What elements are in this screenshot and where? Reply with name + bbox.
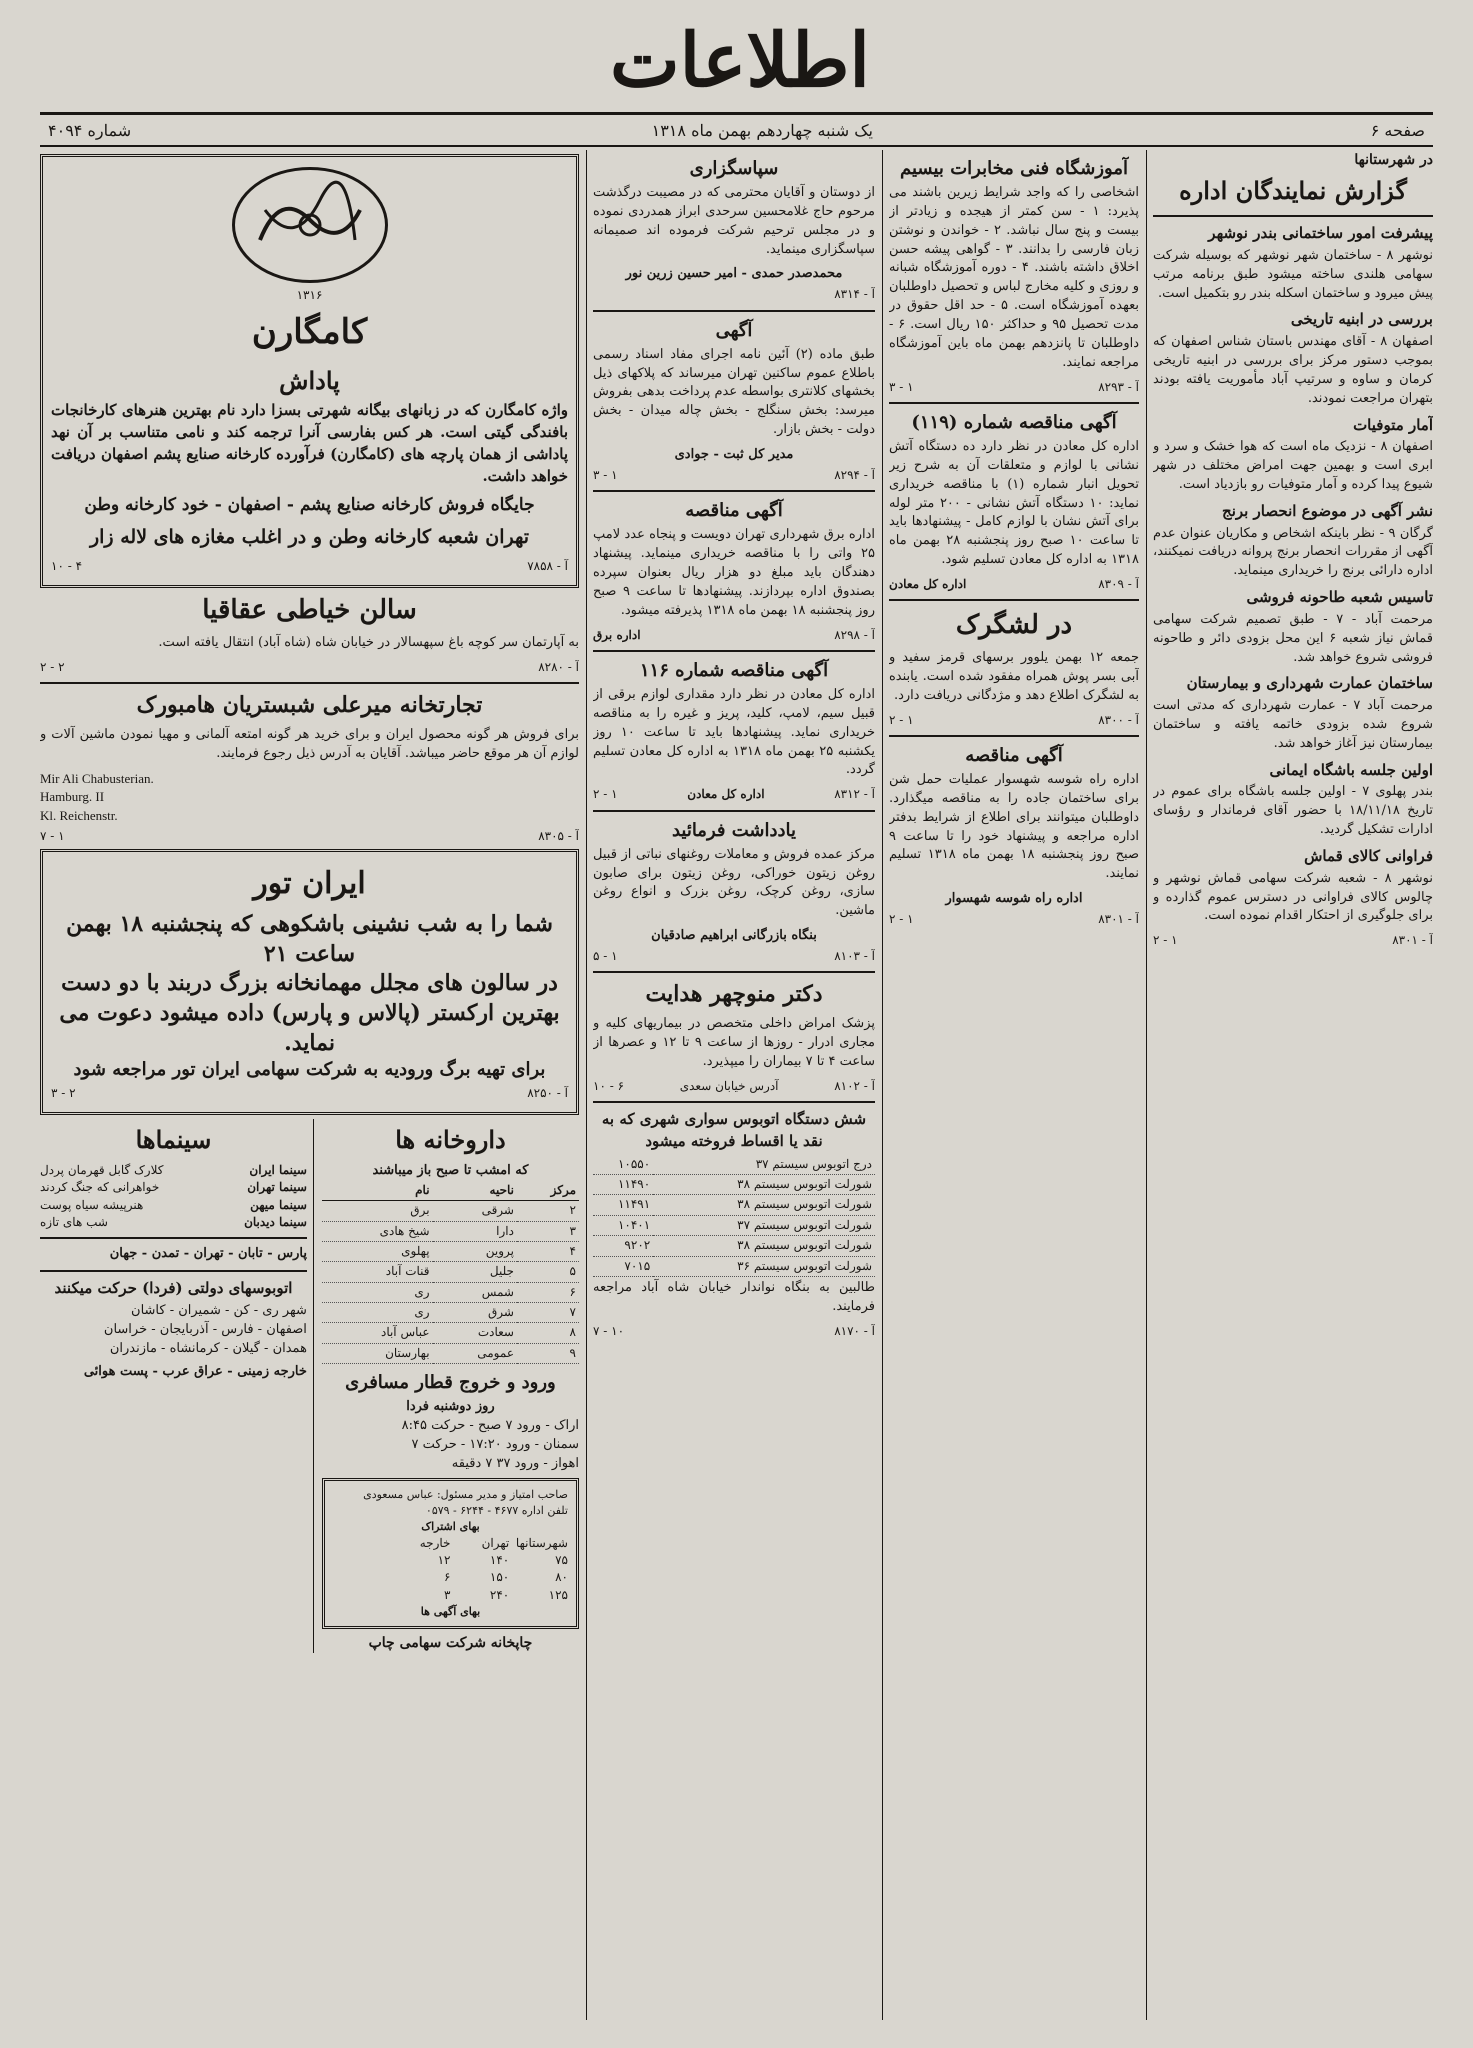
ad-code: آ - ۸۲۹۸ <box>834 627 875 642</box>
ad-title: آگهی مناقصه <box>965 744 1063 766</box>
ad-code: آ - ۸۳۰۱ <box>1392 933 1433 948</box>
ad-text: اداره کل معادن در نظر دارد ده دستگاه آتش نشانی با لوازم و متعلقات آن به شرح زیر تحویل انبار شماره (۱) با مناقصه خریداری نماید: ۱۰ دستگاه آتش نشانی - ۲۰۰ متر لوله برای آتش نشان با لوازم کامل - پیشنهادها باید تا ساعت ۱۰ صبح روز پنجشنبه ۲۸ بهمن ماه ۱۳۱۸ به اداره کل معادن تسلیم شود. <box>889 439 1139 568</box>
bus-line: شهر ری - کن - شمیران - کاشان <box>131 1303 307 1319</box>
ad-code: آ - ۸۳۱۲ <box>834 787 875 802</box>
cinema-row: سینما دیدبان شب های تازه <box>40 1215 307 1230</box>
ad-text: اداره راه شوسه شهسوار عملیات حمل شن برای ساختمان جاده را به مناقصه میگذارد. داوطلبان میتوانند برای اطلاع از شرایط بدفتر اداره مراجعه و پیشنهاد خود را تا ساعت ۹ صبح روز پنجشنبه ۱۸ بهمن ماه ۱۳۱۸ تسلیم نمایند. <box>889 772 1139 882</box>
ad-subtitle: پاداش <box>279 365 340 395</box>
pharmacies-title: داروخانه ها <box>395 1125 506 1155</box>
ad-code: آ - ۸۳۰۰ <box>1098 712 1139 727</box>
ad-title: آگهی <box>715 319 753 341</box>
radio-list: پارس - تابان - تهران - تمدن - جهان <box>109 1246 307 1262</box>
section-label: در شهرستانها <box>1354 152 1433 168</box>
ad-office: اداره کل معادن <box>687 787 765 802</box>
masthead: اطلاعات <box>610 18 870 104</box>
trains-title: ورود و خروج قطار مسافری <box>345 1372 556 1394</box>
train-row: سمنان - ورود ۱۷:۲۰ - حرکت ۷ <box>411 1437 579 1453</box>
news-text: نوشهر ۸ - شعبه شرکت سهامی قماش نوشهر و چالوس کالای فراوانی در دسترس عموم گذارده و برای جلوگیری از احتکار اقدام نموده است. <box>1153 870 1433 924</box>
train-row: اهواز - ورود ۳۷ ۷ دقیقه <box>451 1455 579 1471</box>
imprint-phone: تلفن اداره ۴۶۷۷ - ۶۲۴۴ - ۰۵۷۹ <box>425 1503 568 1517</box>
ad-title: تجارتخانه میرعلی شبستریان هامبورک <box>136 691 483 718</box>
subscription-title: بهای اشتراک <box>421 1519 480 1533</box>
table-row: درج اتوبوس سیستم ۳۷ ۱۰۵۵۰ <box>593 1155 875 1175</box>
news-text: اصفهان ۸ - آقای مهندس باستان شناس اصفهان که بموجب دستور مرکز برای بررسی در ابنیه تاریخی کرمان و ساوه و سرتیپ آباد مأموریت یافته بودند بتهران مراجعت نمودند. <box>1153 334 1433 406</box>
ad-title: در لشگرک <box>955 610 1073 641</box>
news-head: پیشرفت امور ساختمانی بندر نوشهر <box>1208 224 1433 243</box>
column-2 <box>889 150 1139 2020</box>
ad-code: آ - ۸۲۵۰ <box>527 1085 568 1100</box>
subscription-table: شهرستانها تهران خارجه ۷۵ ۱۴۰ ۱۲ ۸۰ ۱۵۰ ۶ ۱۲۵ ۲۴۰ ۳ <box>419 1535 568 1602</box>
address-latin: Kl. Reichenstr. <box>40 808 118 824</box>
ad-title: سالن خیاطی عقاقیا <box>202 595 417 626</box>
ad-code: آ - ۸۲۹۴ <box>834 467 875 482</box>
ad-text: واژه کامگارن که در زبانهای بیگانه شهرتی بسزا دارد نام بهترین هنرهای کارخانجات بافندگی گیتی است. هر کس بفارسی آنرا ترجمه کند و نامی متناسب بر آن نهد پاداشی از همان پارچه های (کامگارن) فرآورده کارخانه صنایع پشم اصفهان دریافت خواهد داشت. <box>51 401 568 485</box>
ad-sign: اداره راه شوسه شهسوار <box>945 891 1083 907</box>
ad-title: آگهی مناقصه شماره ۱۱۶ <box>639 659 829 681</box>
column-4 <box>40 150 579 2020</box>
ad-title: سپاسگزاری <box>689 158 779 179</box>
ad-count: ۱ - ۷ <box>40 829 65 844</box>
cinemas-title: سینماها <box>135 1125 212 1155</box>
ad-shop-2: تهران شعبه کارخانه وطن و در اغلب مغازه های لاله زار <box>89 526 530 549</box>
ad-title: شش دستگاه اتوبوس سواری شهری که به نقد یا اقساط فروخته میشود <box>601 1110 867 1150</box>
pharmacies-box <box>322 1119 579 1653</box>
ad-code: آ - ۸۳۱۴ <box>834 287 875 302</box>
ad-office: اداره کل معادن <box>889 576 967 591</box>
ad-text: به آپارتمان سر کوچه باغ سپهسالار در خیابان شاه (شاه آباد) انتقال یافته است. <box>158 634 579 650</box>
table-row: ۲ شرقی برق <box>322 1201 579 1221</box>
buses-title: اتوبوسهای دولتی (فردا) حرکت میکنند <box>54 1279 293 1298</box>
table-row: ۴ پروین پهلوی <box>322 1241 579 1261</box>
ad-text: اداره کل معادن در نظر دارد مقداری لوازم برقی از قبیل سیم، لامپ، کلید، پریز و غیره را به مناقصه خریداری نماید. پیشنهادها باید تا ساعت ۱۰ روز یکشنبه ۲۵ بهمن ماه ۱۳۱۸ به اداره کل معادن تسلیم گردد. <box>593 687 875 778</box>
post-note: خارجه زمینی - عراق عرب - پست هوائی <box>83 1363 307 1379</box>
ad-title: کامگارن <box>251 312 368 353</box>
pharmacy-table: مرکز ناحیه نام ۲ شرقی برق ۳ دارا شیخ هادی ۴ پروین پهلوی ۵ جلیل قنات آباد ۶ شمس ری ۷ شرق ری ۸ سعادت عباس آباد ۹ عمومی بهارستان <box>322 1181 579 1365</box>
ad-count: ۲ - ۲ <box>40 659 65 674</box>
printer: چاپخانه شرکت سهامی چاپ <box>368 1635 533 1652</box>
ad-count: ۱۰ - ۷ <box>593 1323 625 1338</box>
ad-shop: جایگاه فروش کارخانه صنایع پشم - اصفهان - خود کارخانه وطن <box>84 495 535 516</box>
news-head: بررسی در ابنیه تاریخی <box>1290 310 1433 329</box>
table-row: شورلت اتوبوس سیستم ۳۸ ۱۱۴۹۰ <box>593 1175 875 1195</box>
ad-title: آگهی مناقصه شماره (۱۱۹) <box>911 411 1117 433</box>
ad-code: آ - ۸۳۰۹ <box>1098 576 1139 591</box>
cinema-row: سینما ایران کلارک گابل قهرمان پردل <box>40 1162 307 1177</box>
seal-year: ۱۳۱۶ <box>296 288 323 302</box>
table-row: ۶ شمس ری <box>322 1282 579 1302</box>
ad-count: ۱ - ۲ <box>1153 933 1178 948</box>
table-row: شورلت اتوبوس سیستم ۳۸ ۱۱۴۹۱ <box>593 1195 875 1215</box>
ad-text: پزشک امراض داخلی متخصص در بیماریهای کلیه و مجاری ادرار - روزها از ساعت ۹ تا ۱۲ و عصرها از ساعت ۴ تا ۷ بیماران را میپذیرد. <box>593 1016 875 1069</box>
ad-line: شما را به شب نشینی باشکوهی که پنجشنبه ۱۸ بهمن ساعت ۲۱ <box>66 910 553 967</box>
ad-address: آدرس خیابان سعدی <box>679 1078 779 1093</box>
news-head: تاسیس شعبه طاحونه فروشی <box>1246 588 1433 607</box>
pharmacies-subtitle: که امشب تا صبح باز میباشند <box>372 1162 529 1178</box>
ad-count: ۱ - ۳ <box>593 467 618 482</box>
news-head: نشر آگهی در موضوع انحصار برنج <box>1222 501 1433 520</box>
cinemas-box <box>40 1119 314 1653</box>
table-row: ۵ جلیل قنات آباد <box>322 1262 579 1282</box>
bus-table <box>593 1155 875 1277</box>
address-latin: Mir Ali Chabusterian. <box>40 770 154 786</box>
table-row: ۷ شرق ری <box>322 1303 579 1323</box>
kamgaran-ad <box>40 154 579 588</box>
news-text: بندر پهلوی ۷ - اولین جلسه باشگاه برای عموم در تاریخ ۱۸/۱۱/۱۸ با حضور آقای فرماندار و رؤسای ادارات تشکیل گردید. <box>1153 784 1433 838</box>
table-row: ۹ عمومی بهارستان <box>322 1343 579 1363</box>
table-row: شورلت اتوبوس سیستم ۳۸ ۹۲۰۲ <box>593 1236 875 1256</box>
ad-count: ۱ - ۲ <box>889 712 914 727</box>
ad-text: مرکز عمده فروش و معاملات روغنهای نباتی از قبیل روغن زیتون خوراکی، روغن زیتون برای صابون سازی، روغن کرچک، روغن بزرک و انواع روغن ماشین. <box>593 846 875 919</box>
table-row: شورلت اتوبوس سیستم ۳۶ ۷۰۱۵ <box>593 1256 875 1276</box>
ad-count: ۱ - ۳ <box>889 379 914 394</box>
ad-count: ۱ - ۲ <box>593 787 618 802</box>
ad-text: طبق ماده (۲) آئین نامه اجرای مفاد اسناد رسمی باطلاع عموم ساکنین تهران میرساند که پلاکهای ذیل بخشهای کلانتری بواسطه عدم پرداخت بدهی بفروش میرسد: بخش سنگلج - بخش چاله میدان - بخش دولت - بخش بازار. <box>593 346 875 438</box>
ad-code: آ - ۷۸۵۸ <box>527 558 568 573</box>
ad-text: جمعه ۱۲ بهمن یلوور برسهای قرمز سفید و آبی بسر پوش همراه مفقود شده است. یابنده به لشگرک اطلاع دهد و مژدگانی دریافت دارد. <box>889 650 1139 703</box>
ad-sign: محمدصدر حمدی - امیر حسین زرین نور <box>625 266 843 282</box>
news-head: اولین جلسه باشگاه ایمانی <box>1269 760 1433 779</box>
calligraphy-seal-icon <box>250 180 370 270</box>
trains-subtitle: روز دوشنبه فردا <box>406 1399 495 1415</box>
ad-title: ایران تور <box>253 866 366 902</box>
ad-code: آ - ۸۲۸۰ <box>538 659 579 674</box>
column-provinces <box>1153 150 1433 2020</box>
table-row: ۸ سعادت عباس آباد <box>322 1323 579 1343</box>
issue-number: شماره ۴۰۹۴ <box>48 121 132 140</box>
ad-code: آ - ۸۱۷۰ <box>834 1323 875 1338</box>
table-row: ۳ دارا شیخ هادی <box>322 1221 579 1241</box>
ad-code: آ - ۸۲۹۳ <box>1098 379 1139 394</box>
listings-row <box>40 1119 579 1653</box>
issue-date: یک شنبه چهاردهم بهمن ماه ۱۳۱۸ <box>651 121 873 140</box>
ad-text: طالبین به بنگاه نواندار خیابان شاه آباد مراجعه فرمایند. <box>593 1280 875 1314</box>
page-number: صفحه ۶ <box>1370 121 1425 140</box>
cinema-row: سینما میهن هنرپیشه سیاه پوست <box>40 1197 307 1212</box>
table-row: شورلت اتوبوس سیستم ۳۷ ۱۰۴۰۱ <box>593 1215 875 1235</box>
ads-price-title: بهای آگهی ها <box>420 1605 481 1619</box>
imprint-box <box>322 1478 579 1629</box>
ad-code: آ - ۸۱۰۲ <box>834 1078 875 1093</box>
news-head: ساختمان عمارت شهرداری و بیمارستان <box>1186 674 1433 693</box>
ad-count: ۴ - ۱۰ <box>51 558 83 573</box>
ad-line: برای تهیه برگ ورودیه به شرکت سهامی ایران تور مراجعه شود <box>73 1059 546 1081</box>
column-3 <box>593 150 875 2020</box>
ad-count: ۱ - ۲ <box>889 911 914 926</box>
news-text: گرگان ۹ - نظر باینکه اشخاص و مکاریان عنوان عدم آگهی از مقررات انحصار برنج پروانه دریافت نمیکنند، اداره دارائی برنج را خریداری مینماید. <box>1153 525 1433 579</box>
ad-sign: مدیر کل ثبت - جوادی <box>674 447 794 463</box>
news-head: فراوانی کالای قماش <box>1304 846 1433 865</box>
news-head: آمار متوفیات <box>1353 415 1433 434</box>
news-text: نوشهر ۸ - ساختمان شهر نوشهر که بوسیله شرکت سهامی هلندی ساخته میشود طبق برنامه مرتب پیش میرود و ساختمان اسکله بندر رو بتکمیل است. <box>1153 247 1433 301</box>
ad-count: ۱ - ۵ <box>593 948 618 963</box>
ad-text: برای فروش هر گونه محصول ایران و برای خرید هر گونه امتعه آلمانی و مهیا نمودن ماشین آلات و لوازم آن هر موقع حاضر میباشد. آقایان به آدرس ذیل رجوع فرمایند. <box>40 726 579 761</box>
ad-title: دکتر منوچهر هدایت <box>645 981 823 1008</box>
cinema-row: سینما تهران خواهرانی که جنگ کردند <box>40 1180 307 1195</box>
bus-line: همدان - گیلان - کرمانشاه - مازندران <box>109 1340 307 1356</box>
column-title: گزارش نمایندگان اداره <box>1179 176 1407 206</box>
ad-code: آ - ۸۳۰۵ <box>538 829 579 844</box>
news-text: اصفهان ۸ - نزدیک ماه است که هوا خشک و سرد و ابری است و بهمین جهت امراض مختلف در شهر شیوع پیدا کرده و آمار متوفیات رو بازدیاد است. <box>1153 439 1433 492</box>
ad-title: یادداشت فرمائید <box>671 819 797 841</box>
ad-line: در سالون های مجلل مهمانخانه بزرگ دربند با دو دست <box>61 970 558 997</box>
iran-tour-ad <box>40 849 579 1115</box>
ad-text: از دوستان و آقایان محترمی که در مصیبت درگذشت مرحوم حاج غلامحسین سرحدی ابراز همدردی نموده و در مجلس ترحیم شرکت فرموده اند صمیمانه سپاسگزاری مینماید. <box>593 185 875 257</box>
imprint: صاحب امتیاز و مدیر مسئول: عباس مسعودی <box>363 1487 568 1501</box>
factory-seal <box>232 167 388 283</box>
address-latin: Hamburg. II <box>40 789 105 805</box>
date-bar <box>40 112 1433 147</box>
bus-line: اصفهان - فارس - آذربایجان - خراسان <box>103 1321 307 1337</box>
news-text: مرحمت آباد - ۷ - طبق تصمیم شرکت سهامی قماش نیاز شعبه ۶ این محل بزودی دائر و طاحونه فروشی شروع خواهد شد. <box>1153 611 1433 665</box>
ad-count: ۶ - ۱۰ <box>593 1078 625 1093</box>
ad-title: آموزشگاه فنی مخابرات بیسیم <box>900 158 1128 179</box>
ad-code: آ - ۸۱۰۳ <box>834 948 875 963</box>
ad-count: ۲ - ۳ <box>51 1085 76 1100</box>
ad-code: آ - ۸۳۰۱ <box>1098 911 1139 926</box>
ad-office: اداره برق <box>593 627 641 642</box>
ad-text: اشخاصی را که واجد شرایط زیرین باشند می پذیرد: ۱ - سن کمتر از هیجده و زیادتر از بیست و پنج سال نباشد. ۲ - خواندن و نوشتن زبان فارسی را بدانند. ۳ - گواهی پیشه حسن اخلاق داشته باشند. ۴ - دوره آموزشگاه شبانه و روزی و کلیه مخارج لباس و تحصیل داوطلبان بعهده آموزشگاه است. ۵ - حد اقل حقوق در مدت تحصیل ۹۵ و حداکثر ۱۵۰ ریال است. ۶ - داوطلبان تا پانزدهم بهمن ماه باین آموزشگاه مراجعه نمایند. <box>889 185 1139 370</box>
news-text: مرحمت آباد ۷ - عمارت شهرداری که مدتی است شروع شده بزودی خاتمه یافته و ساختمان بیمارستان نیز آغاز خواهد شد. <box>1153 698 1433 751</box>
ad-sign: بنگاه بازرگانی ابراهیم صادقیان <box>651 928 817 944</box>
ad-line: بهترین ارکستر (پالاس و پارس) داده میشود دعوت می نماید. <box>59 1000 560 1056</box>
train-row: اراک - ورود ۷ صبح - حرکت ۸:۴۵ <box>401 1418 579 1434</box>
ad-text: اداره برق شهرداری تهران دویست و پنجاه عدد لامپ ۲۵ واتی را با مناقصه خریداری مینماید. پیشنهاد دهندگان باید مبلغ دو هزار ریال بعنوان سپرده بصندوق اداره بپردازند. پیشنهادها تا ساعت ۹ صبح روز پنجشنبه ۱۸ بهمن ماه ۱۳۱۸ پذیرفته میشود. <box>593 527 875 618</box>
ad-title: آگهی مناقصه <box>685 500 783 522</box>
